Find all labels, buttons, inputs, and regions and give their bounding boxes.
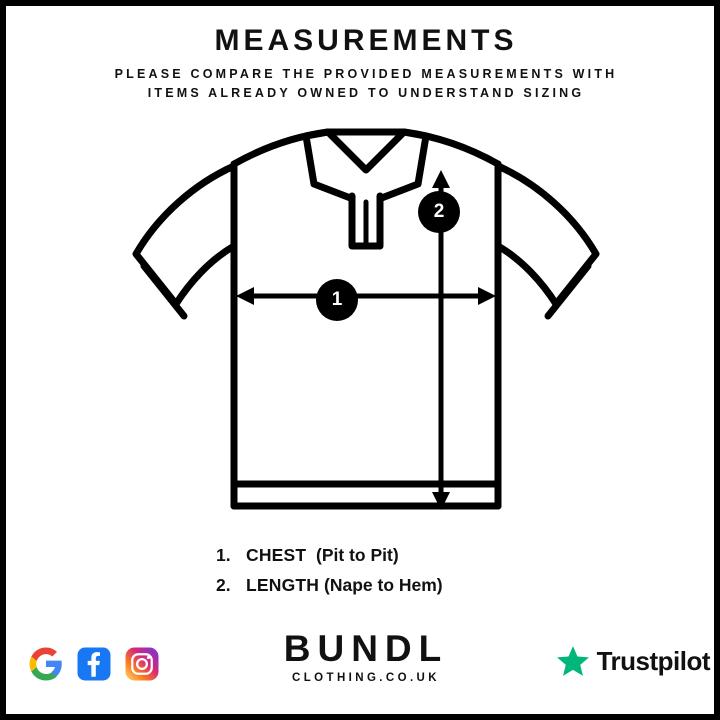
legend-item-chest-label: CHEST — [246, 545, 307, 565]
trustpilot-logo[interactable] — [556, 644, 710, 678]
header — [6, 24, 720, 104]
footer — [6, 622, 720, 690]
right-sleeve — [498, 166, 596, 304]
measurement-legend — [6, 540, 720, 600]
subtitle-line-2: ITEMS ALREADY OWNED TO UNDERSTAND SIZING — [147, 86, 585, 101]
trustpilot-star-icon — [556, 644, 590, 678]
legend-item-length — [216, 570, 516, 600]
legend-item-length-number: 2. — [216, 575, 231, 596]
legend-item-chest-number: 1. — [216, 545, 231, 565]
subtitle-line-1: PLEASE COMPARE THE PROVIDED MEASUREMENTS WITH — [114, 67, 618, 81]
legend-item-chest-note: (Pit to Pit) — [316, 545, 399, 565]
page-title: MEASUREMENTS — [214, 24, 518, 57]
page-subtitle — [6, 65, 720, 104]
left-sleeve — [136, 166, 234, 304]
legend-item-length-label: LENGTH — [246, 575, 320, 596]
garment-diagram — [66, 106, 666, 526]
legend-item-length-note: (Nape to Hem) — [324, 575, 443, 596]
brand-domain: CLOTHING.CO.UK — [292, 672, 440, 684]
legend-item-chest — [216, 540, 516, 570]
trustpilot-label: Trustpilot — [596, 645, 710, 676]
polo-shirt-illustration — [66, 106, 666, 526]
brand-name: BUNDL — [283, 628, 449, 669]
measurement-badge-2: 2 — [418, 191, 460, 233]
measurement-badge-1: 1 — [316, 279, 358, 321]
